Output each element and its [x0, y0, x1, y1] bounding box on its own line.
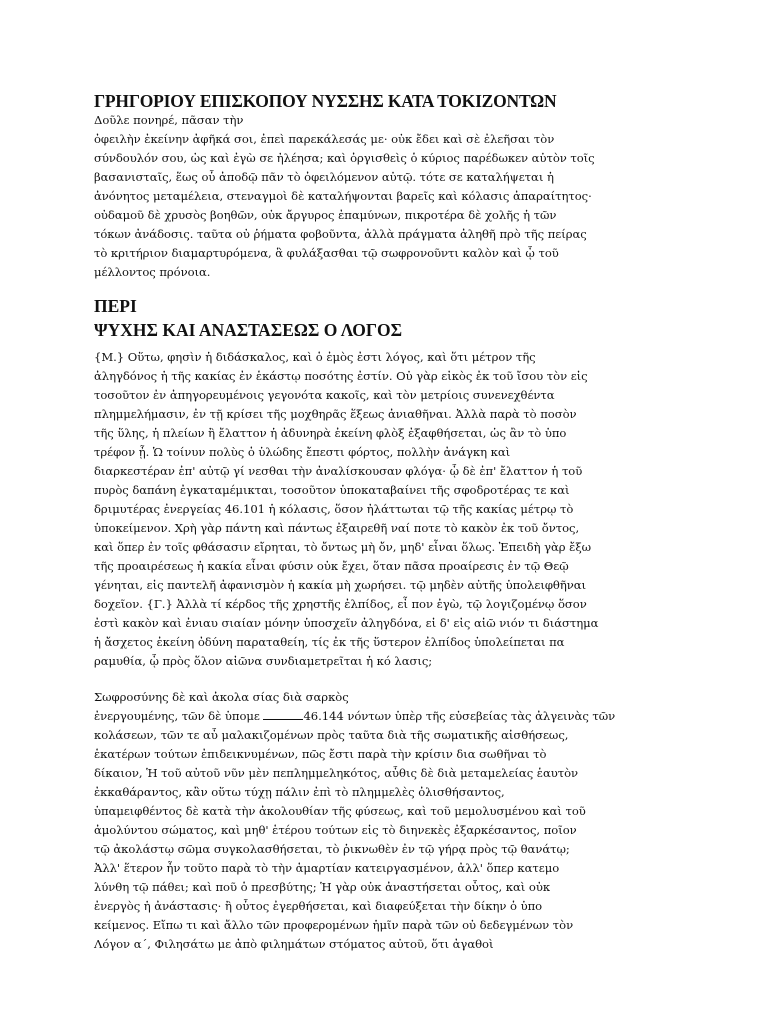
section-title: ΓΡΗΓΟΡΙΟΥ ΕΠΙΣΚΟΠΟΥ ΝΥΣΣΗΣ ΚΑΤΑ ΤΟΚΙΖΟΝΤΩΝ	[94, 91, 557, 111]
text-line: κολάσεων, τῶν τε αὖ μαλακιζομένων πρὸς ταῦτα διὰ τῆς σωματικῆς αἰσθήσεως,	[94, 728, 569, 742]
text-line: πλημμελήμασιν, ἐν τῇ κρίσει τῆς μοχθηρᾶς ἕξεως ἀνιαθῆναι. Ἀλλὰ παρὰ τὸ ποσὸν	[94, 407, 577, 421]
text-line: ὑποκείμενον. Χρὴ γὰρ πάντη καὶ πάντως ἐξαιρεθῆ ναί ποτε τὸ κακὸν ἐκ τοῦ ὄντος,	[94, 521, 580, 535]
text-fragment: 46.144 νόντων ὑπὲρ τῆς εὐσεβείας τὰς ἀλγεινὰς τῶν	[303, 709, 616, 723]
text-line: κείμενος. Εἴπω τι καὶ ἄλλο τῶν προφερομένων ἡμῖν παρὰ τῶν οὐ δεδεγμένων τὸν	[94, 918, 574, 932]
text-line: τῷ ἀκολάστῳ σῶμα συγκολασθήσεται, τὸ ῥικνωθὲν ἐν τῷ γήρᾳ πρὸς τῷ θανάτῳ;	[94, 842, 570, 856]
text-line: τὸ κριτήριον διαμαρτυρόμενα, ἃ φυλάξασθαι τῷ σωφρονοῦντι καλὸν καὶ ᾧ τοῦ	[94, 246, 559, 260]
text-line: σύνδουλόν σου, ὡς καὶ ἐγὼ σε ἠλέησα; καὶ ὀργισθεὶς ὁ κύριος παρέδωκεν αὐτὸν τοῖς	[94, 151, 595, 165]
text-line: δριμυτέρας ἐνεργείας 46.101 ἡ κόλασις, ὅσον ἠλάττωται τῷ τῆς κακίας μέτρῳ τὸ	[94, 502, 574, 516]
text-line: ὀφειλὴν ἐκείνην ἀφῆκά σοι, ἐπεὶ παρεκάλεσάς με· οὐκ ἔδει καὶ σὲ ἐλεῆσαι τὸν	[94, 132, 555, 146]
text-line: Σωφροσύνης δὲ καὶ ἀκολα σίας διὰ σαρκὸς	[94, 690, 349, 704]
text-line: μέλλοντος πρόνοια.	[94, 265, 211, 279]
section-title-line-2: ΨΥΧΗΣ ΚΑΙ ΑΝΑΣΤΑΣΕΩΣ Ο ΛΟΓΟΣ	[94, 320, 403, 340]
section-body	[94, 348, 714, 671]
text-line: ἐστὶ κακὸν καὶ ἐνιαυ σιαίαν μόνην ὑποσχεῖν ἀληγδόνα, εἰ δ' εἰς αἰῶ νιόν τι διάστημα	[94, 616, 599, 630]
text-line: λύνθη τῷ πάθει; καὶ ποῦ ὁ πρεσβύτης; Ἡ γὰρ οὐκ ἀναστήσεται οὗτος, καὶ οὐκ	[94, 880, 551, 894]
text-line: τῆς προαιρέσεως ἡ κακία εἶναι φύσιν οὐκ ἔχει, ὅταν πᾶσα προαίρεσις ἐν τῷ Θεῷ	[94, 559, 569, 573]
text-line: {Μ.} Οὕτω, φησὶν ἡ διδάσκαλος, καὶ ὁ ἐμὸς ἐστι λόγος, καὶ ὅτι μέτρον τῆς	[94, 350, 536, 364]
section-title-line-1: ΠΕΡΙ	[94, 296, 137, 316]
section-body	[94, 111, 714, 282]
blank-underline	[263, 709, 303, 720]
text-line: ἀληγδόνος ἡ τῆς κακίας ἐν ἑκάστῳ ποσότης ἐστίν. Οὐ γὰρ εἰκὸς ἐκ τοῦ ἴσου τὸν εἰς	[94, 369, 588, 383]
text-line: δοχεῖον. {Γ.} Ἀλλὰ τί κέρδος τῆς χρηστῆς ἐλπίδος, εἶ πον ἐγὼ, τῷ λογιζομένῳ ὅσον	[94, 597, 587, 611]
text-line: τῆς ὕλης, ἡ πλείων ἢ ἔλαττον ἡ ἀδυνηρὰ ἐκείνη φλὸξ ἐξαφθήσεται, ὡς ἂν τὸ ὑπο	[94, 426, 567, 440]
text-line: ἀνόνητος μεταμέλεια, στεναγμοὶ δὲ καταλήψονται βαρεῖς καὶ κόλασις ἀπαραίτητος·	[94, 189, 592, 203]
text-line: πυρὸς δαπάνη ἐγκαταμέμικται, τοσοῦτον ὑποκαταβαίνει τῆς σφοδροτέρας τε καὶ	[94, 483, 570, 497]
text-line: ἑκατέρων τούτων ἐπιδεικνυμένων, πῶς ἔστι παρὰ τὴν κρίσιν δια σωθῆναι τὸ	[94, 747, 547, 761]
text-line: ἐκκαθάραντος, κἂν οὕτω τύχῃ πάλιν ἐπὶ τὸ πλημμελὲς ὀλισθήσαντος,	[94, 785, 505, 799]
text-line: γένηται, εἰς παντελῆ ἀφανισμὸν ἡ κακία μὴ χωρήσει. τῷ μηδὲν αὐτῆς ὑπολειφθῆναι	[94, 578, 587, 592]
section-psyches	[94, 294, 714, 671]
text-line: Δοῦλε πονηρέ, πᾶσαν τὴν	[94, 113, 244, 127]
text-line: ραμυθία, ᾧ πρὸς ὅλον αἰῶνα συνδιαμετρεῖται ἡ κό λασις;	[94, 654, 433, 668]
text-line: καὶ ὅπερ ἐν τοῖς φθάσασιν εἴρηται, τὸ ὄντως μὴ ὄν, μηδ' εἶναι ὅλως. Ἐπειδὴ γὰρ ἔξω	[94, 540, 592, 554]
text-line: Λόγον α΄, Φιλησάτω με ἀπὸ φιλημάτων στόματος αὐτοῦ, ὅτι ἀγαθοὶ	[94, 937, 494, 951]
section-tokizonton	[94, 90, 714, 282]
text-line: δίκαιον, Ἡ τοῦ αὐτοῦ νῦν μὲν πεπλημμεληκότος, αὖθις δὲ διὰ μεταμελείας ἑαυτὸν	[94, 766, 579, 780]
section-sophrosyne	[94, 688, 714, 954]
text-line: Ἀλλ' ἕτερον ἦν τοῦτο παρὰ τὸ τὴν ἁμαρτίαν κατειργασμένον, ἀλλ' ὅπερ κατεμο	[94, 861, 560, 875]
text-line: οὐδαμοῦ δὲ χρυσὸς βοηθῶν, οὐκ ἄργυρος ἐπαμύνων, πικροτέρα δὲ χολῆς ἡ τῶν	[94, 208, 557, 222]
text-line: τοσοῦτον ἐν ἀπηγορευμένοις γεγονότα κακοῖς, καὶ τὸν μετρίοις συνενεχθέντα	[94, 388, 555, 402]
text-line: βασανισταῖς, ἕως οὗ ἀποδῷ πᾶν τὸ ὀφειλόμενον αὐτῷ. τότε σε καταλήψεται ἡ	[94, 170, 554, 184]
text-line: ἀμολύντου σώματος, καὶ μηθ' ἑτέρου τούτων εἰς τὸ διηνεκὲς ἐξαρκέσαντος, ποῖον	[94, 823, 577, 837]
text-fragment: ἐνεργουμένης, τῶν δὲ ὑπομε	[94, 709, 260, 723]
text-line: ὑπαμειφθέντος δὲ κατὰ τὴν ἀκολουθίαν τῆς φύσεως, καὶ τοῦ μεμολυσμένου καὶ τοῦ	[94, 804, 586, 818]
text-line: τρέφον ᾖ. Ὡ τοίνυν πολὺς ὁ ὑλώδης ἔπεστι φόρτος, πολλὴν ἀνάγκη καὶ	[94, 445, 511, 459]
text-line: διαρκεστέραν ἐπ' αὐτῷ γί νεσθαι τὴν ἀναλίσκουσαν φλόγα· ᾧ δὲ ἐπ' ἔλαττον ἡ τοῦ	[94, 464, 583, 478]
text-line: ἐνεργὸς ἡ ἀνάστασις· ἢ οὗτος ἐγερθήσεται, καὶ διαφεύξεται τὴν δίκην ὁ ὑπο	[94, 899, 543, 913]
text-line: ἡ ἄσχετος ἐκείνη ὀδύνη παραταθείη, τίς ἐκ τῆς ὕστερον ἐλπίδος ὑπολείπεται πα	[94, 635, 565, 649]
text-line-with-blank	[94, 707, 714, 726]
text-line: τόκων ἀνάδοσις. ταῦτα οὐ ῥήματα φοβοῦντα, ἀλλὰ πράγματα ἀληθῆ πρὸ τῆς πείρας	[94, 227, 587, 241]
